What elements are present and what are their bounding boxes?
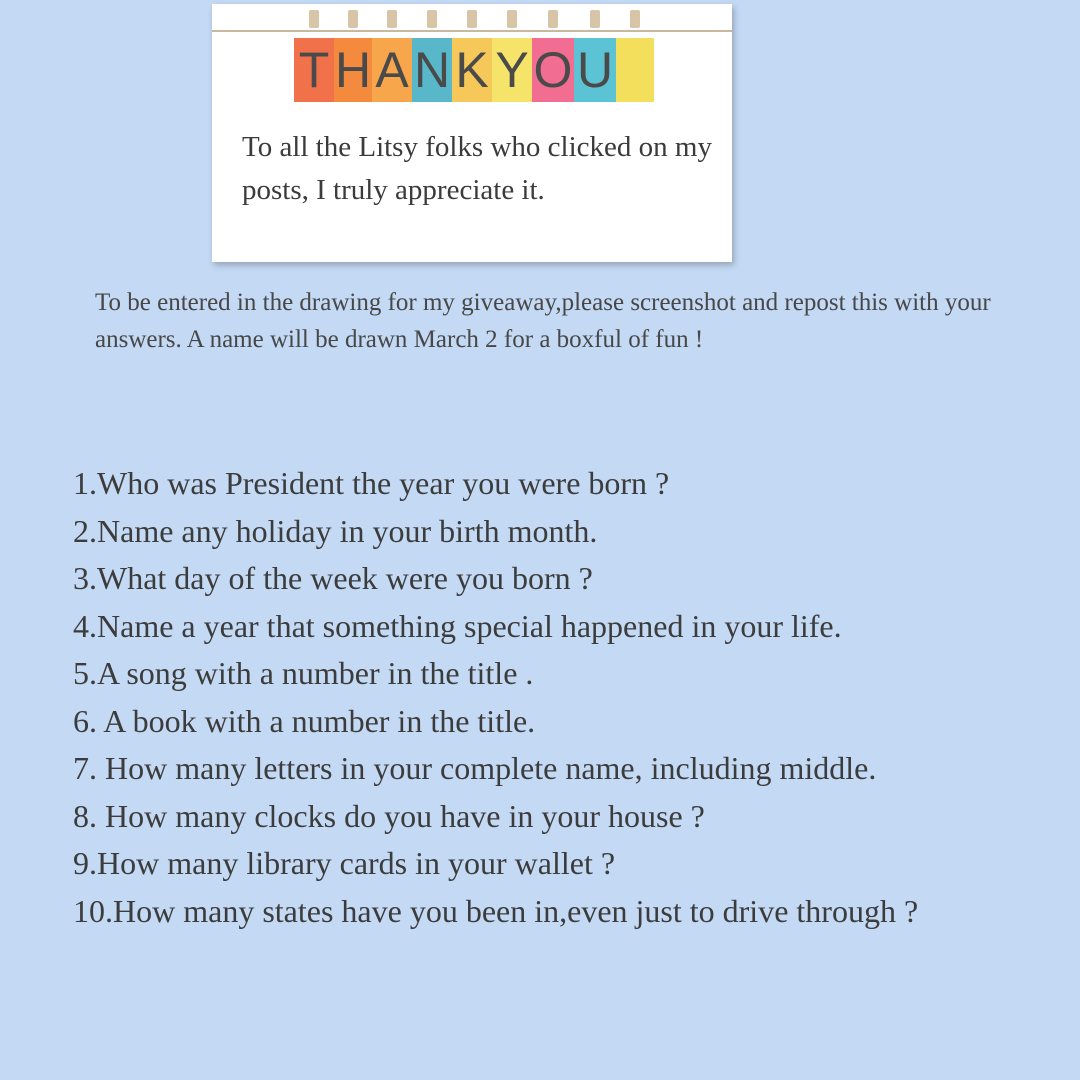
banner-flag: K bbox=[452, 38, 492, 102]
question-item: 9.How many library cards in your wallet ? bbox=[73, 845, 616, 881]
question-item: 3.What day of the week were you born ? bbox=[73, 560, 593, 596]
clothespin-icon bbox=[507, 10, 517, 28]
question-item: 5.A song with a number in the title . bbox=[73, 655, 534, 691]
banner-flag: H bbox=[334, 38, 372, 102]
banner-flag: A bbox=[372, 38, 412, 102]
question-item: 4.Name a year that something special happened in your life. bbox=[73, 607, 842, 644]
question-item: 7. How many letters in your complete name, including middle. bbox=[73, 750, 877, 786]
banner-flag bbox=[616, 38, 654, 102]
question-item: 1.Who was President the year you were born ? bbox=[73, 465, 670, 501]
clothespin-icon bbox=[590, 10, 600, 28]
clothespin-icon bbox=[427, 10, 437, 28]
clothespin-icon bbox=[467, 10, 477, 28]
question-item: 8. How many clocks do you have in your house ? bbox=[73, 797, 705, 834]
question-item: 6. A book with a number in the title. bbox=[73, 702, 536, 739]
clothespin-icon bbox=[548, 10, 558, 28]
clothespin-icon bbox=[387, 10, 397, 28]
thank-you-message: To all the Litsy folks who clicked on my posts, I truly appreciate it. bbox=[242, 131, 712, 206]
thank-you-card bbox=[212, 4, 732, 262]
banner-flag: Y bbox=[492, 38, 532, 102]
banner-flag: O bbox=[532, 38, 574, 102]
banner-flag: N bbox=[412, 38, 452, 102]
clothespin-icon bbox=[348, 10, 358, 28]
banner-flag: T bbox=[294, 38, 334, 102]
question-item: 10.How many states have you been in,even just to drive through ? bbox=[73, 892, 919, 929]
banner-flag: U bbox=[574, 38, 616, 102]
clothespin-icon bbox=[630, 10, 640, 28]
clothespin-icon bbox=[309, 10, 319, 28]
question-list bbox=[73, 460, 973, 935]
giveaway-instructions: To be entered in the drawing for my giveaway,please screenshot and repost this with your answers. A name will be drawn March 2 for a boxful of fun ! bbox=[95, 289, 991, 353]
banner-string bbox=[212, 30, 732, 32]
question-item: 2.Name any holiday in your birth month. bbox=[73, 512, 598, 549]
